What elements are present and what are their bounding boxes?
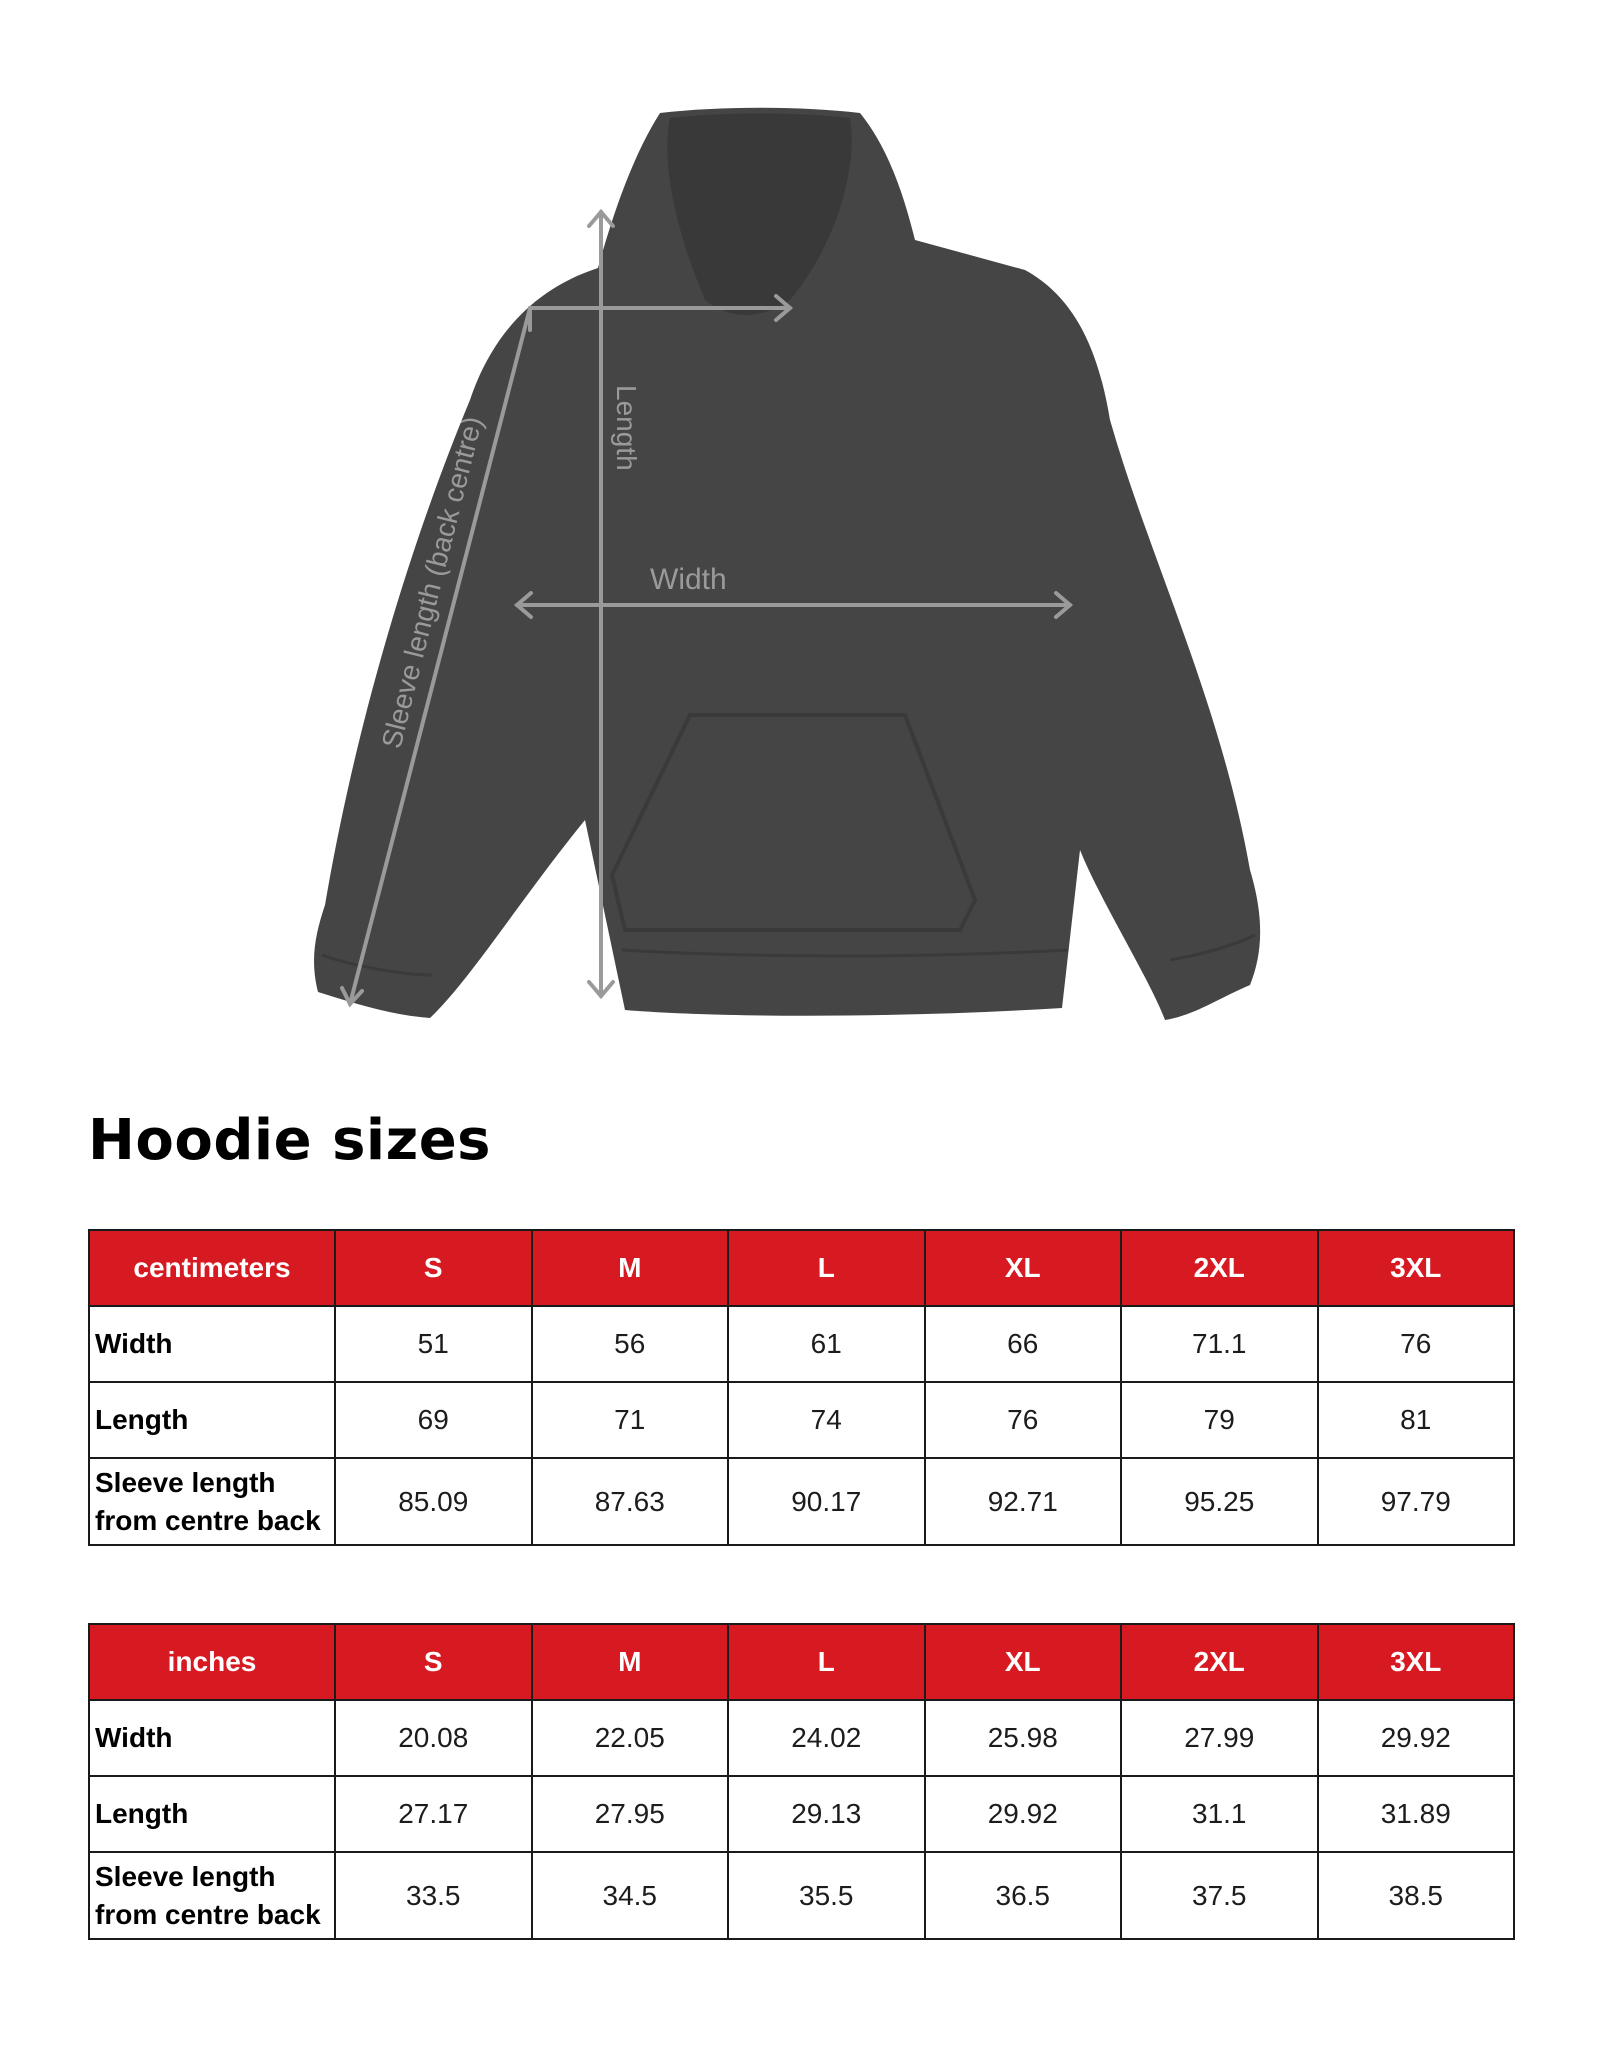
table-cell: 92.71 <box>925 1458 1122 1545</box>
size-header: M <box>532 1624 729 1700</box>
table-cell: 69 <box>335 1382 532 1458</box>
table-row <box>89 1458 1514 1545</box>
table-cell: 27.99 <box>1121 1700 1318 1776</box>
table-cell: 35.5 <box>728 1852 925 1939</box>
size-table-centimeters <box>88 1229 1515 1546</box>
row-label-line: Sleeve length <box>95 1860 276 1892</box>
table-cell: 81 <box>1318 1382 1515 1458</box>
sleeve-label: Sleeve length (back centre) <box>375 413 489 752</box>
table-cell: 61 <box>728 1306 925 1382</box>
table-cell: 90.17 <box>728 1458 925 1545</box>
table-cell: 36.5 <box>925 1852 1122 1939</box>
table-cell: 31.89 <box>1318 1776 1515 1852</box>
row-label <box>89 1852 335 1939</box>
size-header: L <box>728 1230 925 1306</box>
table-cell: 76 <box>925 1382 1122 1458</box>
table-cell: 87.63 <box>532 1458 729 1545</box>
table-cell: 27.17 <box>335 1776 532 1852</box>
table-cell: 33.5 <box>335 1852 532 1939</box>
row-label: Width <box>89 1306 335 1382</box>
table-cell: 38.5 <box>1318 1852 1515 1939</box>
table-cell: 24.02 <box>728 1700 925 1776</box>
table-cell: 74 <box>728 1382 925 1458</box>
row-label: Length <box>89 1382 335 1458</box>
width-label: Width <box>650 563 727 596</box>
size-table-inches <box>88 1623 1515 1940</box>
row-label: Width <box>89 1700 335 1776</box>
table-cell: 27.95 <box>532 1776 729 1852</box>
size-header: 2XL <box>1121 1230 1318 1306</box>
table-cell: 34.5 <box>532 1852 729 1939</box>
table-row <box>89 1306 1514 1382</box>
table-cell: 85.09 <box>335 1458 532 1545</box>
row-label-line: from centre back <box>95 1504 321 1536</box>
size-header: S <box>335 1624 532 1700</box>
table-cell: 20.08 <box>335 1700 532 1776</box>
table-cell: 29.92 <box>1318 1700 1515 1776</box>
size-header: XL <box>925 1624 1122 1700</box>
table-cell: 95.25 <box>1121 1458 1318 1545</box>
table-cell: 71.1 <box>1121 1306 1318 1382</box>
table-row <box>89 1776 1514 1852</box>
table-cell: 66 <box>925 1306 1122 1382</box>
size-header: 2XL <box>1121 1624 1318 1700</box>
page-title: Hoodie sizes <box>88 1108 492 1173</box>
table-header-row <box>89 1624 1514 1700</box>
unit-header: centimeters <box>89 1230 335 1306</box>
size-header: M <box>532 1230 729 1306</box>
row-label: Length <box>89 1776 335 1852</box>
unit-header: inches <box>89 1624 335 1700</box>
size-header: S <box>335 1230 532 1306</box>
table-cell: 31.1 <box>1121 1776 1318 1852</box>
size-header: XL <box>925 1230 1122 1306</box>
table-row <box>89 1700 1514 1776</box>
size-header: 3XL <box>1318 1624 1515 1700</box>
size-header: 3XL <box>1318 1230 1515 1306</box>
table-header-row <box>89 1230 1514 1306</box>
table-cell: 71 <box>532 1382 729 1458</box>
length-label: Length <box>611 385 642 471</box>
table-cell: 25.98 <box>925 1700 1122 1776</box>
table-row <box>89 1852 1514 1939</box>
table-cell: 79 <box>1121 1382 1318 1458</box>
table-cell: 76 <box>1318 1306 1515 1382</box>
table-cell: 22.05 <box>532 1700 729 1776</box>
table-cell: 37.5 <box>1121 1852 1318 1939</box>
table-cell: 51 <box>335 1306 532 1382</box>
table-row <box>89 1382 1514 1458</box>
table-cell: 29.13 <box>728 1776 925 1852</box>
table-cell: 97.79 <box>1318 1458 1515 1545</box>
table-cell: 56 <box>532 1306 729 1382</box>
row-label-line: Sleeve length <box>95 1466 276 1498</box>
size-header: L <box>728 1624 925 1700</box>
table-cell: 29.92 <box>925 1776 1122 1852</box>
row-label <box>89 1458 335 1545</box>
row-label-line: from centre back <box>95 1898 321 1930</box>
